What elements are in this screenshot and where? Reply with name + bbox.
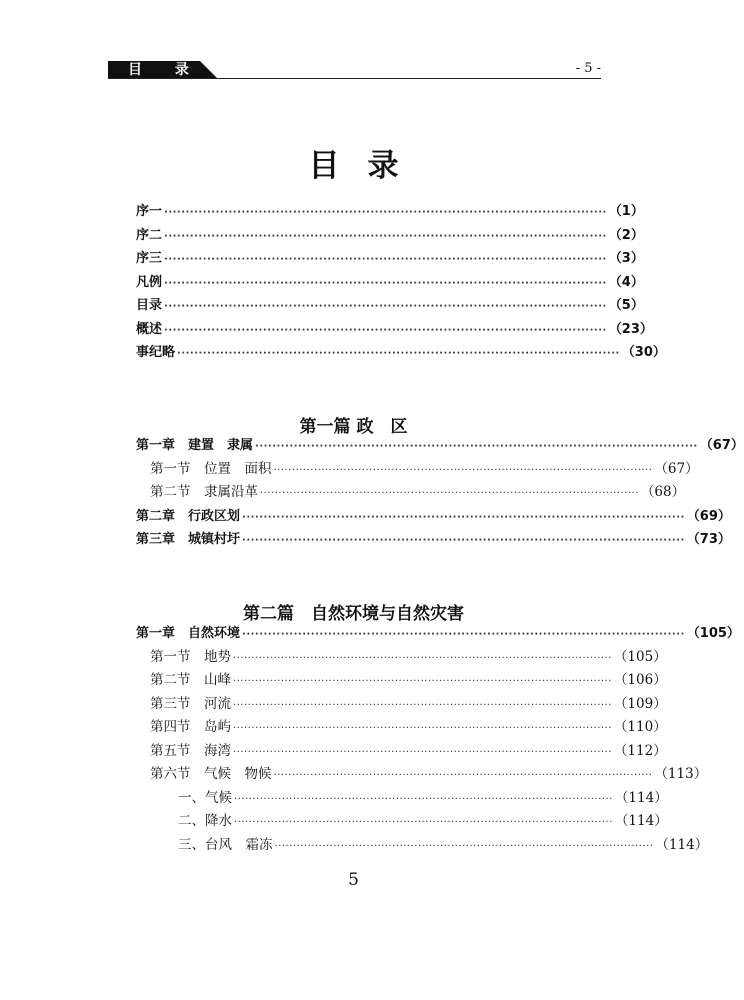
toc-section[interactable]: 第五节 海湾 ······································································································· （112） [150, 742, 667, 759]
toc-section[interactable]: 第六节 气候 物候 ······································································································· （113） [150, 766, 708, 782]
toc-front-matter [136, 200, 666, 365]
page-title: 目录 [308, 148, 427, 184]
toc-entry[interactable]: 概述 ······································································································· （23） [136, 321, 653, 337]
part-title: 第一篇 政 区 [299, 417, 408, 437]
toc-entry[interactable]: 凡例 ······································································································· （4） [136, 274, 644, 290]
part-title: 第二篇 自然环境与自然灾害 [243, 604, 464, 624]
toc-section[interactable]: 第二节 隶属沿革 ······································································································· （68） [150, 484, 686, 500]
toc-chapter[interactable]: 第三章 城镇村圩 ······································································································· （73） [136, 532, 731, 547]
footer-page-number: 5 [348, 870, 359, 890]
toc-section[interactable]: 第一节 地势 ······································································································· （105） [150, 648, 667, 665]
toc-subsection[interactable]: 一、气候 ······································································································· （114） [178, 789, 668, 806]
toc-section[interactable]: 第二节 山峰 ······································································································· （106） [150, 672, 667, 688]
toc-entry[interactable]: 事纪略 ······································································································· （30） [136, 345, 666, 360]
toc-part-1 [136, 434, 744, 552]
toc-chapter[interactable]: 第一章 建置 隶属 ······································································································· （67） [136, 438, 744, 453]
header-label: 目 录 [128, 62, 203, 78]
toc-entry[interactable]: 序三 ······································································································· （3） [136, 251, 644, 266]
toc-part-2 [136, 622, 740, 857]
toc-chapter[interactable]: 第二章 行政区划 ······································································································· （69） [136, 508, 731, 524]
header-page-number: - 5 - [575, 61, 601, 76]
toc-entry[interactable]: 序二 ······································································································· （2） [136, 227, 644, 243]
toc-subsection[interactable]: 二、降水 ······································································································· （114） [178, 813, 668, 829]
toc-chapter[interactable]: 第一章 自然环境 ······································································································· （105） [136, 626, 740, 641]
toc-subsection[interactable]: 三、台风 霜冻 ······································································································· （114） [178, 836, 709, 853]
header-rule [108, 78, 601, 79]
toc-section[interactable]: 第一节 位置 面积 ······································································································· （67） [150, 460, 699, 477]
toc-section[interactable]: 第三节 河流 ······································································································· （109） [150, 695, 667, 712]
toc-entry[interactable]: 目录 ······································································································· （5） [136, 298, 644, 313]
toc-entry[interactable]: 序一 ······································································································· （1） [136, 204, 644, 219]
toc-section[interactable]: 第四节 岛屿 ······································································································· （110） [150, 719, 667, 735]
